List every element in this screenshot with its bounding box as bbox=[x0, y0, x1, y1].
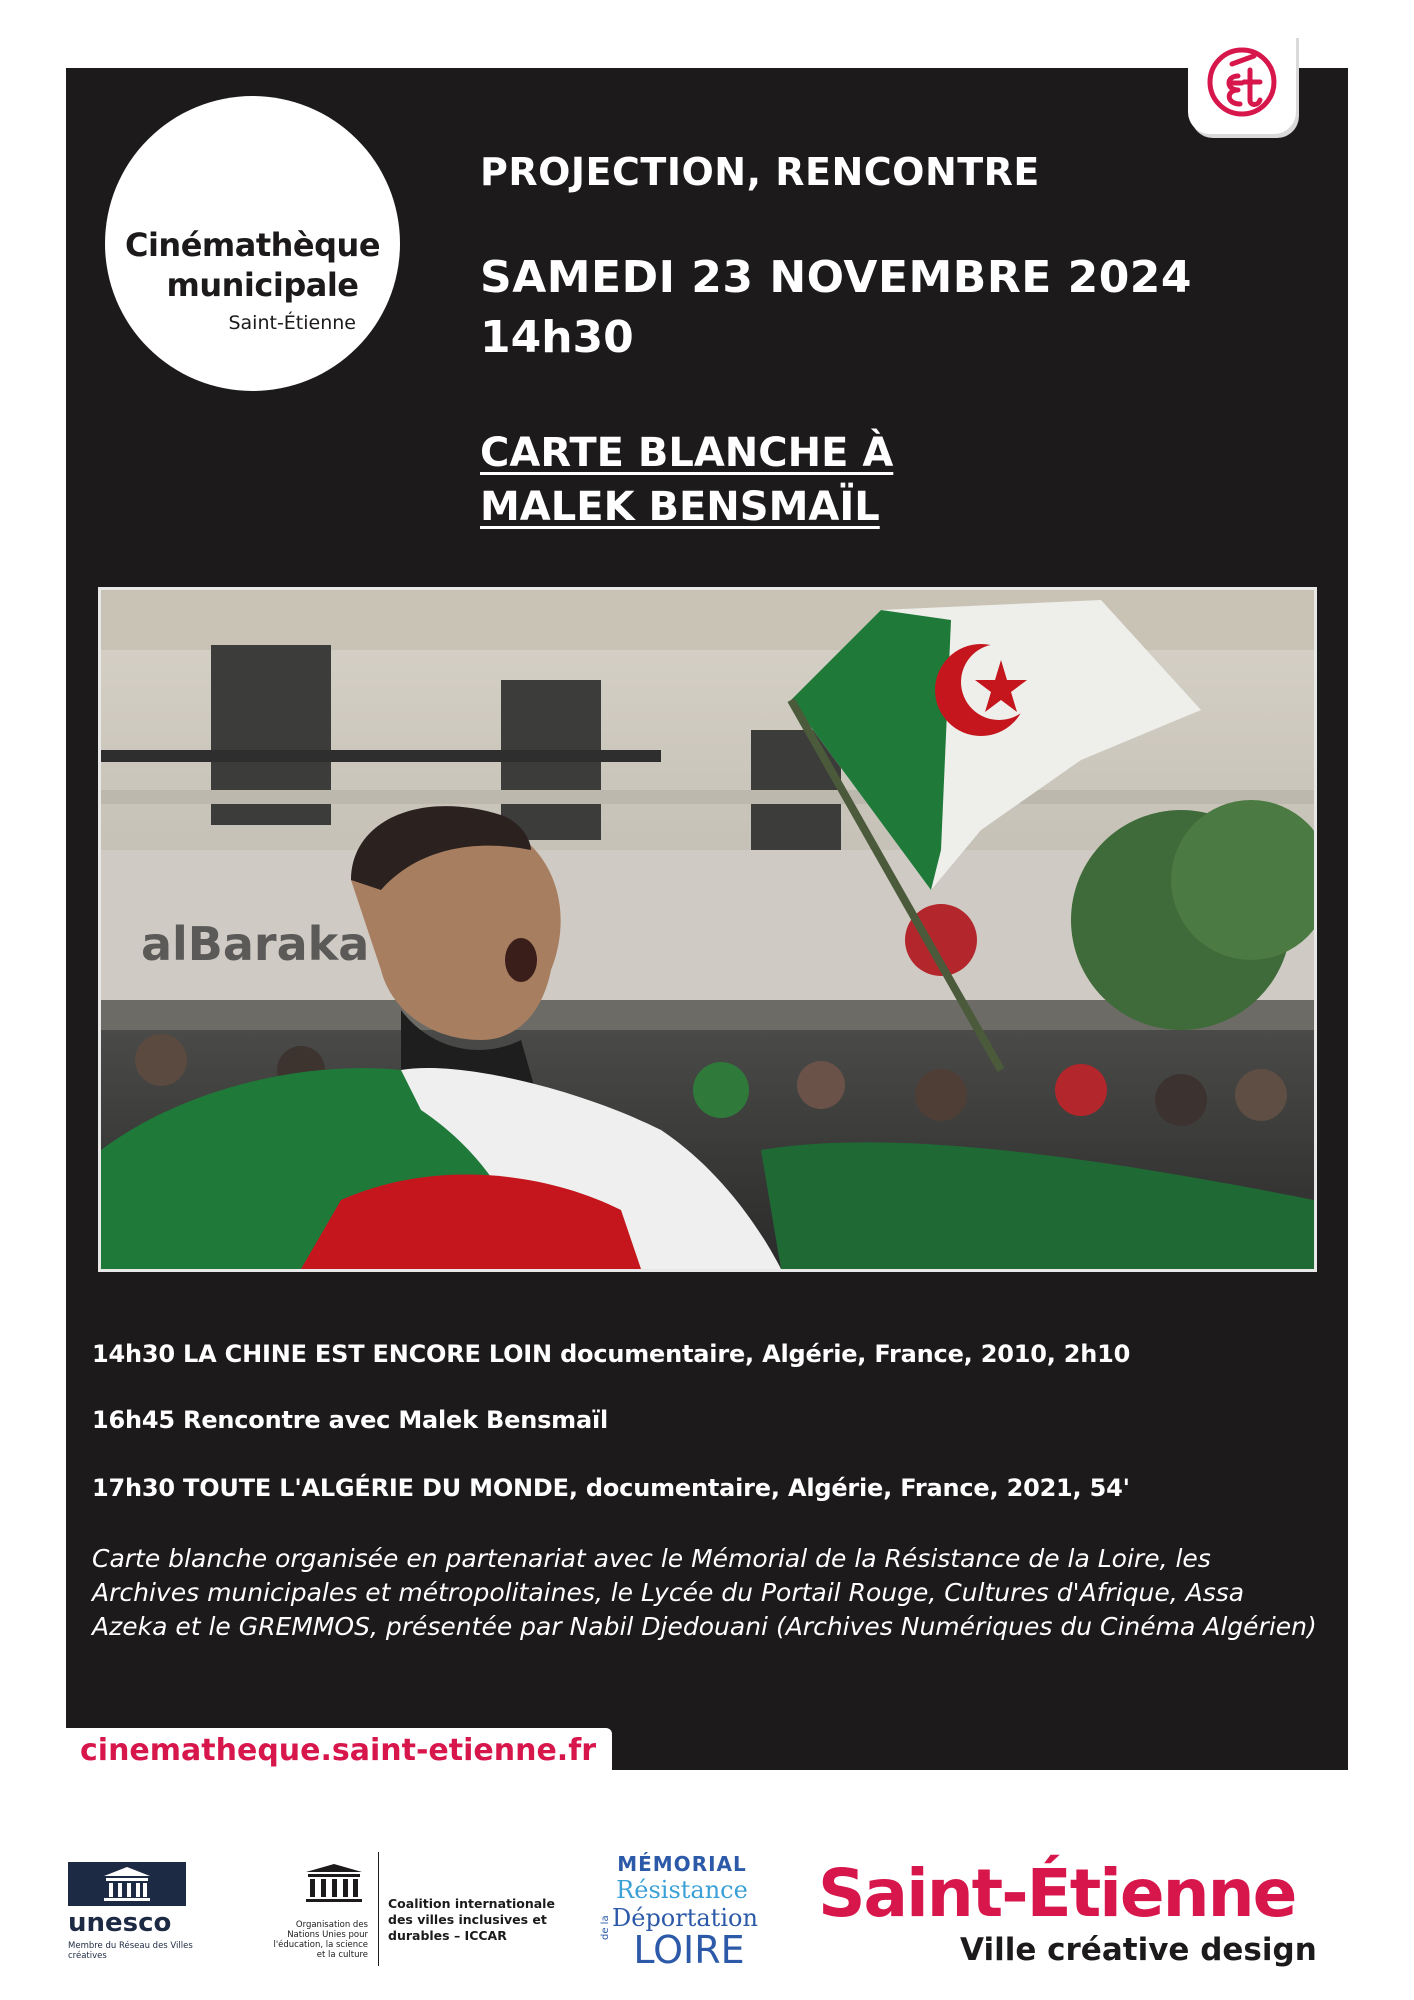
unesco-temple-icon bbox=[300, 1862, 368, 1906]
iccar-title: Coalition internationale des villes inclusives et durables – ICCAR bbox=[388, 1896, 555, 1943]
website-link[interactable]: cinematheque.saint-etienne.fr bbox=[80, 1733, 597, 1768]
saint-etienne-tagline: Ville créative design bbox=[960, 1932, 1317, 1968]
event-kicker: PROJECTION, RENCONTRE bbox=[480, 150, 1040, 194]
event-title-line-1: CARTE BLANCHE À bbox=[480, 430, 894, 476]
website-band bbox=[66, 1728, 612, 1774]
iccar-divider bbox=[378, 1852, 379, 1966]
cinematheque-logo bbox=[105, 96, 400, 391]
event-date: SAMEDI 23 NOVEMBRE 2024 bbox=[480, 252, 1193, 303]
unesco-org-name: Organisation des Nations Unies pour l'éducation, la science et la culture bbox=[273, 1920, 368, 1960]
unesco-wordmark: unesco bbox=[68, 1908, 172, 1938]
logo-line-2: municipale bbox=[166, 266, 359, 304]
program-item-3: 17h30 TOUTE L'ALGÉRIE DU MONDE, documentaire, Algérie, France, 2021, 54' bbox=[92, 1474, 1130, 1502]
logo-line-3: Saint-Étienne bbox=[228, 312, 356, 334]
memorial-line-2: Résistance bbox=[616, 1876, 748, 1904]
photo-storefront-sign: alBaraka bbox=[141, 917, 370, 971]
event-photo bbox=[98, 587, 1317, 1272]
program-item-1: 14h30 LA CHINE EST ENCORE LOIN documentaire, Algérie, France, 2010, 2h10 bbox=[92, 1340, 1131, 1368]
partnership-note: Carte blanche organisée en partenariat avec le Mémorial de la Résistance de la Loire, les Archives municipales et métropolitaines, le Lycée du Portail Rouge, Cultures d'Afrique, Assa Azeka et le GREMMOS, présentée par Nabil Djedouani (Archives Numériques du Cinéma Algérien) bbox=[92, 1544, 1317, 1641]
program-item-2: 16h45 Rencontre avec Malek Bensmaïl bbox=[92, 1406, 609, 1434]
protest-photo-illustration bbox=[101, 590, 1314, 1269]
saint-etienne-et-emblem-icon bbox=[1202, 42, 1282, 122]
event-title-line-2: MALEK BENSMAÏL bbox=[480, 484, 880, 530]
memorial-line-1: MÉMORIAL bbox=[617, 1852, 747, 1876]
saint-etienne-wordmark: Saint-Étienne bbox=[818, 1855, 1296, 1932]
memorial-side-label: de la bbox=[600, 1915, 611, 1940]
unesco-emblem-icon bbox=[68, 1862, 186, 1906]
memorial-line-4: LOIRE bbox=[633, 1928, 745, 1972]
logo-line-1: Cinémathèque bbox=[124, 226, 381, 264]
memorial-line-3: Déportation bbox=[612, 1904, 758, 1932]
emblem-tab bbox=[1188, 34, 1296, 134]
event-time: 14h30 bbox=[480, 312, 634, 363]
unesco-subtitle: Membre du Réseau des Villes créatives bbox=[68, 1941, 193, 1961]
